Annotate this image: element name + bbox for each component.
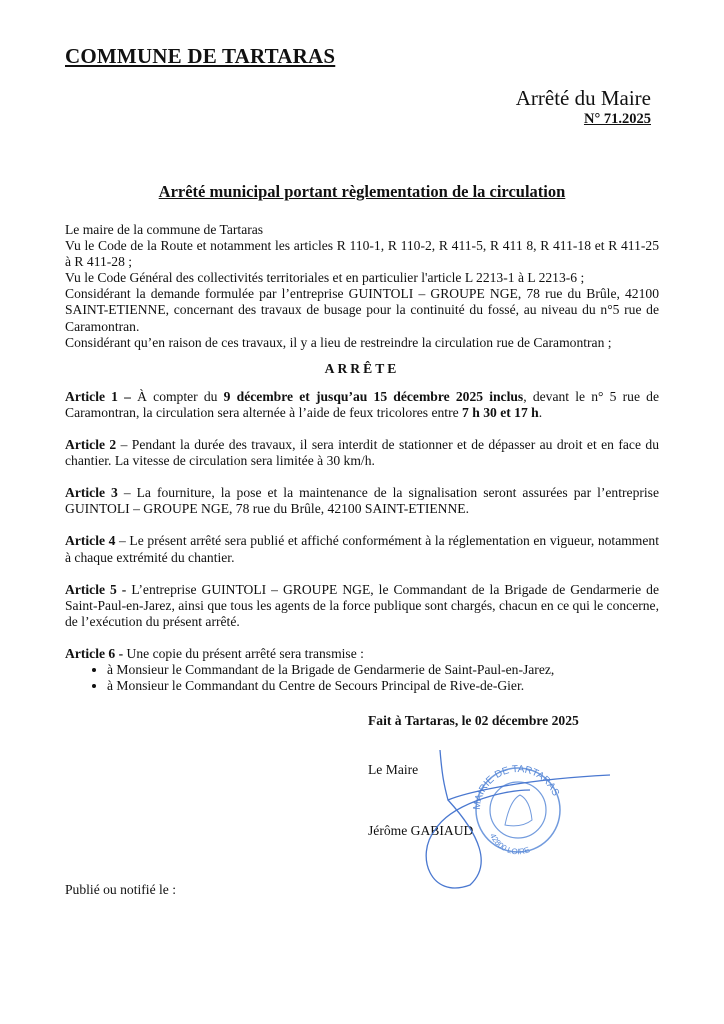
document-body xyxy=(65,222,659,694)
article-label: Article 5 - xyxy=(65,581,127,597)
signatory-name: Jérôme GABIAUD xyxy=(368,823,474,838)
document-title: Arrêté municipal portant règlementation de la circulation xyxy=(158,182,566,201)
article-1 xyxy=(65,389,659,421)
commune-title: COMMUNE DE TARTARAS xyxy=(65,44,336,68)
article-text: – Pendant la durée des travaux, il sera interdit de stationner et de dépasser au droit et en face du chantier. La vitesse de circulation sera limitée à 30 km/h. xyxy=(65,437,659,469)
article-text: – La fourniture, la pose et la maintenance de la signalisation seront assurées par l’entreprise GUINTOLI – GROUPE NGE, 78 rue du Brûle, 42100 SAINT-ETIENNE. xyxy=(65,485,659,517)
signatory-role: Le Maire xyxy=(368,762,419,777)
article-3 xyxy=(65,485,659,517)
article-text: Une copie du présent arrêté sera transmise : xyxy=(123,645,364,661)
svg-text:MAIRIE DE TARTARAS xyxy=(472,764,561,810)
article-label: Article 3 xyxy=(65,485,118,501)
article-dates: 9 décembre et jusqu’au 15 décembre 2025 inclus xyxy=(223,388,524,404)
article-text: , devant le n° 5 rue de Caramontran, la circulation sera alternée à l’aide de feux tricolores entre xyxy=(65,388,660,420)
list-item: • à Monsieur le Commandant de la Brigade de Gendarmerie de Saint-Paul-en-Jarez, xyxy=(107,662,659,678)
mayor-stamp-and-signature xyxy=(420,745,620,895)
article-text: . xyxy=(538,404,543,420)
article-5 xyxy=(65,582,659,630)
preamble-line: Considérant la demande formulée par l’entreprise GUINTOLI – GROUPE NGE, 78 rue du Brûle, 42100 SAINT-ETIENNE, concernant des travaux de busage pour la continuité du fossé, au niveau du n°5 rue de Caramontran. xyxy=(65,286,659,334)
article-6 xyxy=(65,646,659,662)
article-label: Article 6 - xyxy=(65,645,124,661)
article-text: L’entreprise GUINTOLI – GROUPE NGE, le Commandant de la Brigade de Gendarmerie de Saint-Paul-en-Jarez, ainsi que tous les agents de la force publique sont chargés, chacun en ce qui le concerne, de l’exécution du présent arrêté. xyxy=(65,581,660,629)
recipient-list xyxy=(65,662,659,694)
article-label: Article 2 xyxy=(65,437,117,453)
publication-note: Publié ou notifié le : xyxy=(65,882,177,897)
article-text: À compter du xyxy=(130,388,224,404)
preamble-line: Vu le Code Général des collectivités territoriales et en particulier l'article L 2213-1 à L 2213-6 ; xyxy=(65,270,585,286)
article-hours: 7 h 30 et 17 h xyxy=(462,404,539,420)
article-4 xyxy=(65,533,659,565)
stamp-bottom-text: 42800 LOIRE xyxy=(488,832,531,857)
article-label: Article 4 xyxy=(65,533,116,549)
preamble-line: Le maire de la commune de Tartaras xyxy=(65,222,264,237)
svg-text:42800 LOIRE xyxy=(488,832,531,856)
stamp-text: MAIRIE DE TARTARAS xyxy=(471,763,561,811)
preamble-line: Considérant qu’en raison de ces travaux, il y a lieu de restreindre la circulation rue de Caramontran ; xyxy=(65,334,612,350)
arrete-number: N° 71.2025 xyxy=(583,111,651,127)
document-type: Arrêté du Maire xyxy=(515,86,651,110)
list-item: • à Monsieur le Commandant du Centre de Secours Principal de Rive-de-Gier. xyxy=(107,678,659,694)
article-2 xyxy=(65,437,659,469)
signature-place-date: Fait à Tartaras, le 02 décembre 2025 xyxy=(368,713,579,728)
arrete-heading: ARRÊTE xyxy=(324,360,400,376)
article-label: Article 1 – xyxy=(65,388,131,404)
preamble-line: Vu le Code de la Route et notamment les articles R 110-1, R 110-2, R 411-5, R 411 8, R 411-18 et R 411-25 à R 411-28 ; xyxy=(65,238,659,270)
article-text: – Le présent arrêté sera publié et affiché conformément à la réglementation en vigueur, notamment à chaque extrémité du chantier. xyxy=(65,533,659,565)
